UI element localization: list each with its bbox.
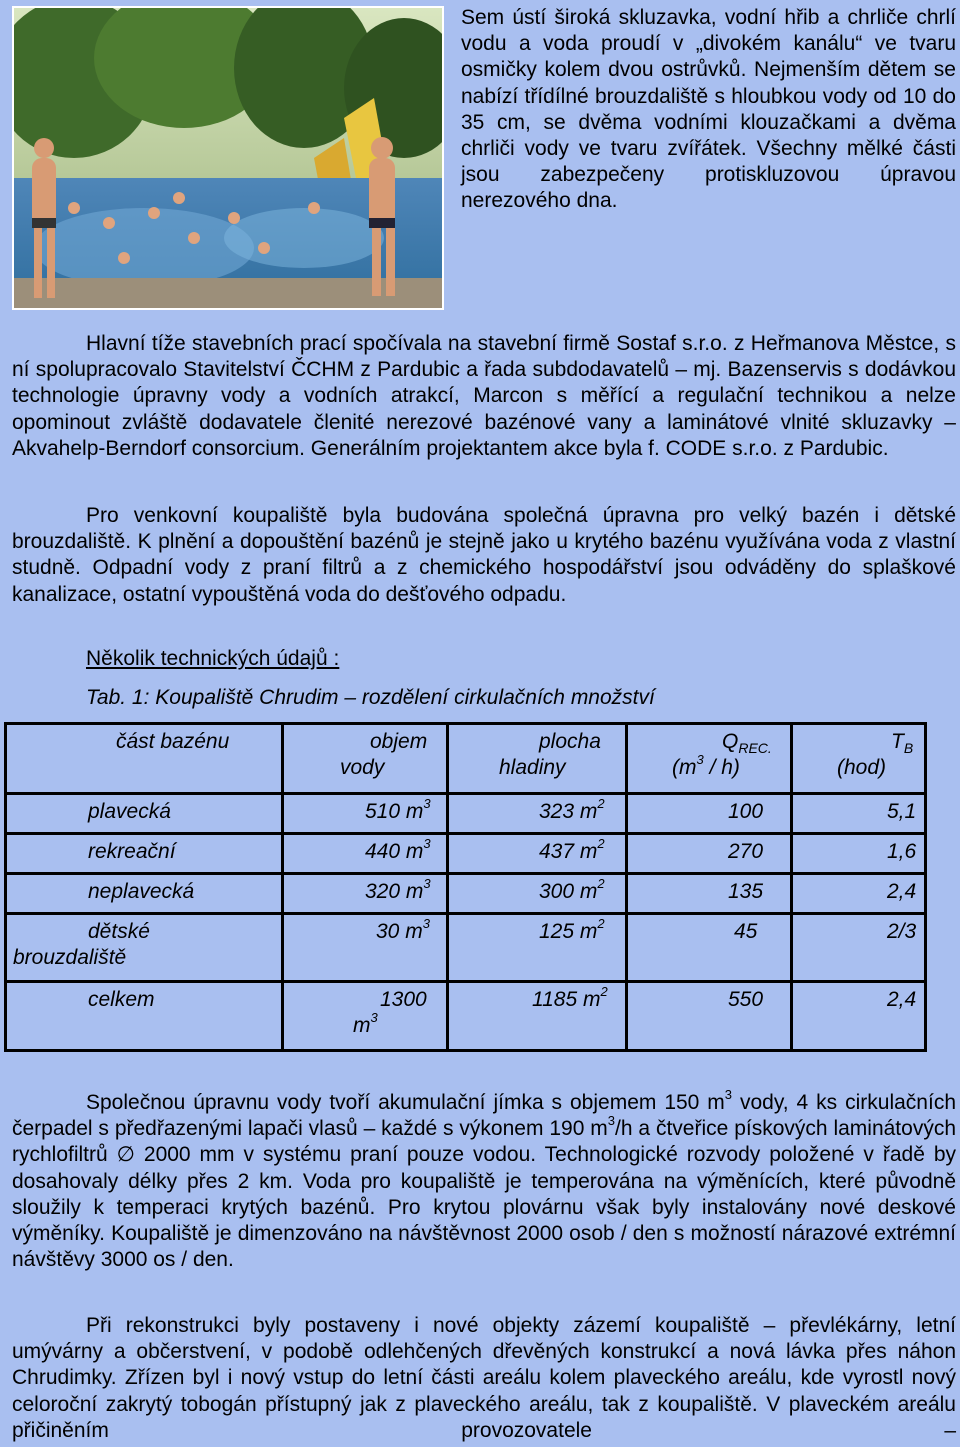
paragraph-water-system-text-b: vody, 4 ks cirkulačních čerpadel s předřazenými lapači vlasů – každé s výkonem 190 m — [12, 1091, 956, 1141]
paragraph-reconstruction — [12, 1313, 956, 1444]
table-row — [6, 874, 926, 914]
header-volume — [283, 724, 448, 794]
row-q-text: 550 — [728, 988, 764, 1011]
row-volume-unit: m — [353, 1014, 371, 1037]
row-area — [448, 794, 627, 834]
row-volume — [283, 794, 448, 834]
row-q — [627, 794, 792, 834]
header-q-unit-b: / h) — [703, 756, 740, 779]
row-volume-text: 440 m — [365, 840, 424, 863]
row-area-text: 300 m — [539, 880, 598, 903]
row-t-text: 2,4 — [887, 988, 917, 1011]
table-caption: Tab. 1: Koupaliště Chrudim – rozdělení cirkulačních množství — [86, 686, 655, 709]
row-area-text: 125 m — [539, 920, 598, 943]
row-area-sup: 2 — [597, 916, 605, 931]
table-header-row — [6, 724, 926, 794]
row-area-sup: 2 — [597, 876, 605, 891]
row-volume-text: 30 m — [376, 920, 423, 943]
header-t-unit: (hod) — [837, 756, 887, 779]
row-t — [792, 874, 926, 914]
row-name — [6, 982, 283, 1051]
header-area-line2: hladiny — [499, 756, 566, 779]
row-name-line1: dětské — [88, 920, 150, 943]
table-row — [6, 982, 926, 1051]
row-volume-sup: 3 — [422, 916, 430, 931]
row-volume-line1: 1300 — [380, 988, 427, 1011]
header-volume-line2: vody — [340, 756, 385, 779]
row-q-text: 135 — [728, 880, 764, 903]
technical-data-heading: Několik technických údajů : — [86, 647, 340, 670]
header-q-unit-sup: 3 — [696, 752, 704, 767]
row-name-text: rekreační — [88, 840, 176, 863]
row-t — [792, 914, 926, 982]
row-volume-text: 510 m — [365, 800, 424, 823]
table-row — [6, 794, 926, 834]
row-q — [627, 834, 792, 874]
row-q — [627, 914, 792, 982]
row-name — [6, 914, 283, 982]
row-area-value — [455, 796, 619, 825]
header-area — [448, 724, 627, 794]
pool-photo — [12, 6, 444, 310]
row-q-text: 100 — [728, 800, 764, 823]
paragraph-water-system-sup1: 3 — [724, 1087, 733, 1102]
circulation-table — [4, 722, 927, 1052]
pool-photo-illustration — [14, 8, 442, 308]
row-volume-sup: 3 — [423, 876, 431, 891]
row-volume-sup: 3 — [370, 1010, 378, 1025]
paragraph-water-system-sup2: 3 — [607, 1113, 615, 1129]
header-t — [792, 724, 926, 794]
row-volume-sup: 3 — [423, 836, 431, 851]
row-name — [6, 794, 283, 834]
row-volume-text: 320 m — [365, 880, 424, 903]
row-t-text: 2/3 — [887, 920, 917, 943]
row-name-text: celkem — [88, 988, 155, 1011]
row-volume-value — [290, 876, 440, 905]
row-area-text: 1185 m — [532, 988, 601, 1011]
row-t — [792, 982, 926, 1051]
row-volume — [283, 834, 448, 874]
paragraph-treatment — [12, 503, 956, 608]
header-q-sub: REC. — [738, 740, 772, 757]
row-area — [448, 982, 627, 1051]
header-area-line1: plocha — [539, 730, 601, 753]
row-area — [448, 874, 627, 914]
header-q-unit-a: (m — [672, 756, 697, 779]
paragraph-construction — [12, 331, 956, 462]
row-area — [448, 834, 627, 874]
row-volume-value — [290, 916, 440, 945]
header-q — [627, 724, 792, 794]
row-volume-line2 — [290, 1010, 440, 1039]
paragraph-treatment-text: Pro venkovní koupaliště byla budována společná úpravna pro velký bazén i dětské brouzdaliště. K plnění a dopouštění bazénů je stejně jako u krytého bazénu využívána voda z vlastní studně. Odpadní vody z praní filtrů a z chemického hospodářství jsou odváděny do splaškové kanalizace, ostatní vypouštěná voda do dešťového odpadu. — [12, 504, 956, 606]
row-q-text: 270 — [728, 840, 764, 863]
row-area-sup: 2 — [597, 796, 605, 811]
row-area-value — [455, 876, 619, 905]
row-area — [448, 914, 627, 982]
table-row — [6, 834, 926, 874]
row-volume — [283, 982, 448, 1051]
table-row — [6, 914, 926, 982]
row-area-text: 437 m — [539, 840, 598, 863]
header-t-sub: B — [903, 740, 914, 757]
row-t-text: 2,4 — [887, 880, 917, 903]
row-area-value — [455, 836, 619, 865]
header-q-line1 — [634, 729, 784, 755]
paragraph-water-system — [12, 1087, 956, 1273]
paragraph-construction-text: Hlavní tíže stavebních prací spočívala na stavební firmě Sostaf s.r.o. z Heřmanova Městce, s ní spolupracovalo Stavitelství ČCHM z Pardubic a řada subdodavatelů – mj. Bazenservis s dodávkou technologie úpravny vody a vodních atrakcí, Marcon s měřící a regulační technikou a nelze opominout zvláště dodavatele členité nerezové bazénové vany a laminátové vlnité skluzavky – Akvahelp-Berndorf consorcium. Generálním projektantem akce byla f. CODE s.r.o. z Pardubic. — [12, 332, 956, 460]
row-q — [627, 982, 792, 1051]
paragraph-reconstruction-text: Při rekonstrukci byly postaveny i nové objekty zázemí koupaliště – převlékárny, letní umývárny a občerstvení, v podobě odlehčených dřevěných konstrukcí a nová lávka přes náhon Chrudimky. Zřízen byl i nový vstup do letní části areálu kolem plaveckého areálu, kde vyrostl nový celoroční zakrytý tobogán přístupný jak z plaveckého areálu, tak z koupaliště. V plaveckém areálu přičiněním provozovatele – — [12, 1314, 956, 1442]
row-area-sup: 2 — [600, 984, 608, 999]
paragraph-water-system-text-a: Společnou úpravnu vody tvoří akumulační jímka s objemem 150 m — [86, 1091, 725, 1114]
row-name-text: plavecká — [88, 800, 171, 823]
row-volume — [283, 874, 448, 914]
row-t-text: 1,6 — [887, 840, 917, 863]
row-name-line2: brouzdaliště — [13, 946, 127, 969]
header-q-main: Q — [722, 730, 739, 753]
header-volume-line1: objem — [370, 730, 428, 753]
row-volume-value — [290, 836, 440, 865]
header-t-main: T — [891, 730, 904, 753]
row-volume-value — [290, 796, 440, 825]
row-area-value — [455, 916, 619, 945]
row-area-value — [455, 984, 619, 1013]
row-t — [792, 834, 926, 874]
header-t-line1 — [799, 729, 918, 755]
intro-paragraph: Sem ústí široká skluzavka, vodní hřib a chrliče chrlí vodu a voda proudí v „divokém kanálu“ ve tvaru osmičky kolem dvou ostrůvků. Nejmenším dětem se nabízí třídílné brouzdaliště s hloubkou vody od 10 do 35 cm, se dvěma vodními klouzačkami a dvěma chrliči vody ve tvaru zvířátek. Všechny mělké části jsou zabezpečeny protiskluzovou úpravou nerezového dna. — [461, 6, 956, 213]
row-volume-sup: 3 — [423, 796, 431, 811]
row-name-text: neplavecká — [88, 880, 195, 903]
row-name — [6, 874, 283, 914]
row-name — [6, 834, 283, 874]
row-q — [627, 874, 792, 914]
row-t-text: 5,1 — [887, 800, 917, 823]
row-area-sup: 2 — [597, 836, 605, 851]
row-q-text: 45 — [734, 920, 758, 943]
paragraph-water-system-text-c: /h a čtveřice pískových laminátových rychlofiltrů ∅ 2000 mm v systému praní pouze vodou. Technologické rozvody položené v řadě by dosahovaly délky přes 2 km. Voda pro koupaliště je temperována na výměnících, které původně sloužily k temperaci krytých bazénů. Pro krytou plovárnu však byly instalovány nové deskové výměníky. Koupaliště je dimenzováno na návštěvnost 2000 osob / den s možností nárazové extrémní návštěvy 3000 os / den. — [12, 1117, 956, 1272]
header-part-label: část bazénu — [116, 730, 230, 753]
row-area-text: 323 m — [539, 800, 598, 823]
header-q-line2 — [634, 752, 784, 781]
row-volume — [283, 914, 448, 982]
header-part — [6, 724, 283, 794]
row-t — [792, 794, 926, 834]
